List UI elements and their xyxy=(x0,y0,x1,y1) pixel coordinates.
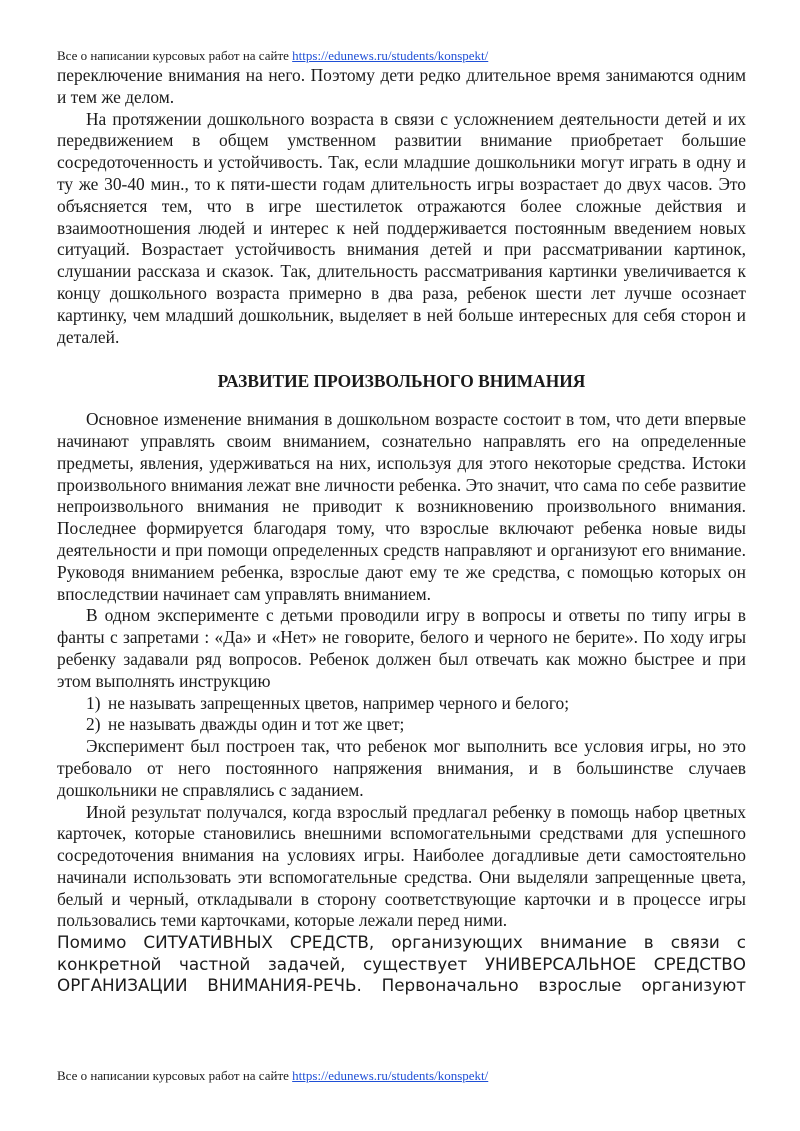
paragraph-voluntary-attention: Основное изменение внимания в дошкольном возрасте состоит в том, что дети впервые начинают управлять своим вниманием, сознательно направлять его на определенные предметы, явления, удерживаться на них, используя для этого некоторые средства. Истоки произвольного внимания лежат вне личности ребенка. Это значит, что сама по себе развитие непроизвольного внимания не приводит к возникновению произвольного внимания. Последнее формируется благодаря тому, что взрослые включают ребенка новые виды деятельности и при помощи определенных средств направляют и организуют его внимание. Руководя вниманием ребенка, взрослые дают ему те же средства, с помощью которых он впоследствии начинает сам управлять вниманием. xyxy=(57,409,746,604)
footer-link[interactable]: https://edunews.ru/students/konspekt/ xyxy=(292,1068,489,1083)
list-item-number: 2) xyxy=(86,714,101,735)
paragraph-experiment-result: Эксперимент был построен так, что ребенок мог выполнить все условия игры, но это требовало от него постоянного напряжения внимания, и в большинстве случаев дошкольники не справлялись с заданием. xyxy=(57,736,746,800)
page-header xyxy=(57,48,488,64)
page-footer xyxy=(57,1068,488,1084)
paragraph-continuation: переключение внимания на него. Поэтому дети редко длительное время занимаются одним и тем же делом. xyxy=(57,65,746,107)
list-item-number: 1) xyxy=(86,692,101,713)
list-item xyxy=(57,714,746,736)
list-item xyxy=(57,693,746,715)
header-text: Все о написании курсовых работ на сайте xyxy=(57,48,293,63)
list-item-text: не называть запрещенных цветов, например черного и белого; xyxy=(108,692,570,713)
header-link[interactable]: https://edunews.ru/students/konspekt/ xyxy=(292,48,489,63)
instruction-list xyxy=(57,693,746,737)
footer-text: Все о написании курсовых работ на сайте xyxy=(57,1068,293,1083)
paragraph-attention-stability: На протяжении дошкольного возраста в связи с усложнением деятельности детей и их передвижением в общем умственном развитии внимание приобретает большие сосредоточенность и устойчивость. Так, если младшие дошкольники могут играть в одну и ту же 30-40 мин., то к пяти-шести годам длительность игры возрастает до двух часов. Это объясняется тем, что в игре шестилеток отражаются более сложные действия и взаимоотношения людей и интерес к ней поддерживается постоянным введением новых ситуаций. Возрастает устойчивость внимания детей и при рассматривании картинок, слушании рассказа и сказок. Так, длительность рассматривания картинки увеличивается к концу дошкольного возраста примерно в два раза, ребенок шести лет лучше осознает картинку, чем младший дошкольник, выделяет в ней больше интересных для себя сторон и деталей. xyxy=(57,108,746,347)
section-heading: РАЗВИТИЕ ПРОИЗВОЛЬНОГО ВНИМАНИЯ xyxy=(217,371,586,392)
list-item-text: не называть дважды один и тот же цвет; xyxy=(108,714,405,735)
paragraph-experiment: В одном эксперименте с детьми проводили игру в вопросы и ответы по типу игры в фанты с запретами : «Да» и «Нет» не говорите, белого и черного не берите». По ходу игры ребенку задавали ряд вопросов. Ребенок должен был отвечать как можно быстрее и при этом выполнять инструкцию xyxy=(57,605,746,691)
document-body xyxy=(57,65,746,997)
paragraph-speech-means: Помимо СИТУАТИВНЫХ СРЕДСТВ, организующих внимание в связи с конкретной частной задачей, существует УНИВЕРСАЛЬНОЕ СРЕДСТВО ОРГАНИЗАЦИИ ВНИМАНИЯ-РЕЧЬ. Первоначально взрослые организуют xyxy=(57,932,746,996)
paragraph-color-cards: Иной результат получался, когда взрослый предлагал ребенку в помощь набор цветных карточек, которые становились внешними вспомогательными средствами для успешного сосредоточения внимания на условиях игры. Наиболее догадливые дети самостоятельно начинали использовать эти вспомогательные средства. Они выделяли запрещенные цвета, белый и черный, откладывали в сторону соответствующие карточки и в процессе игры пользовались теми карточками, которые лежали перед ними. xyxy=(57,801,746,931)
